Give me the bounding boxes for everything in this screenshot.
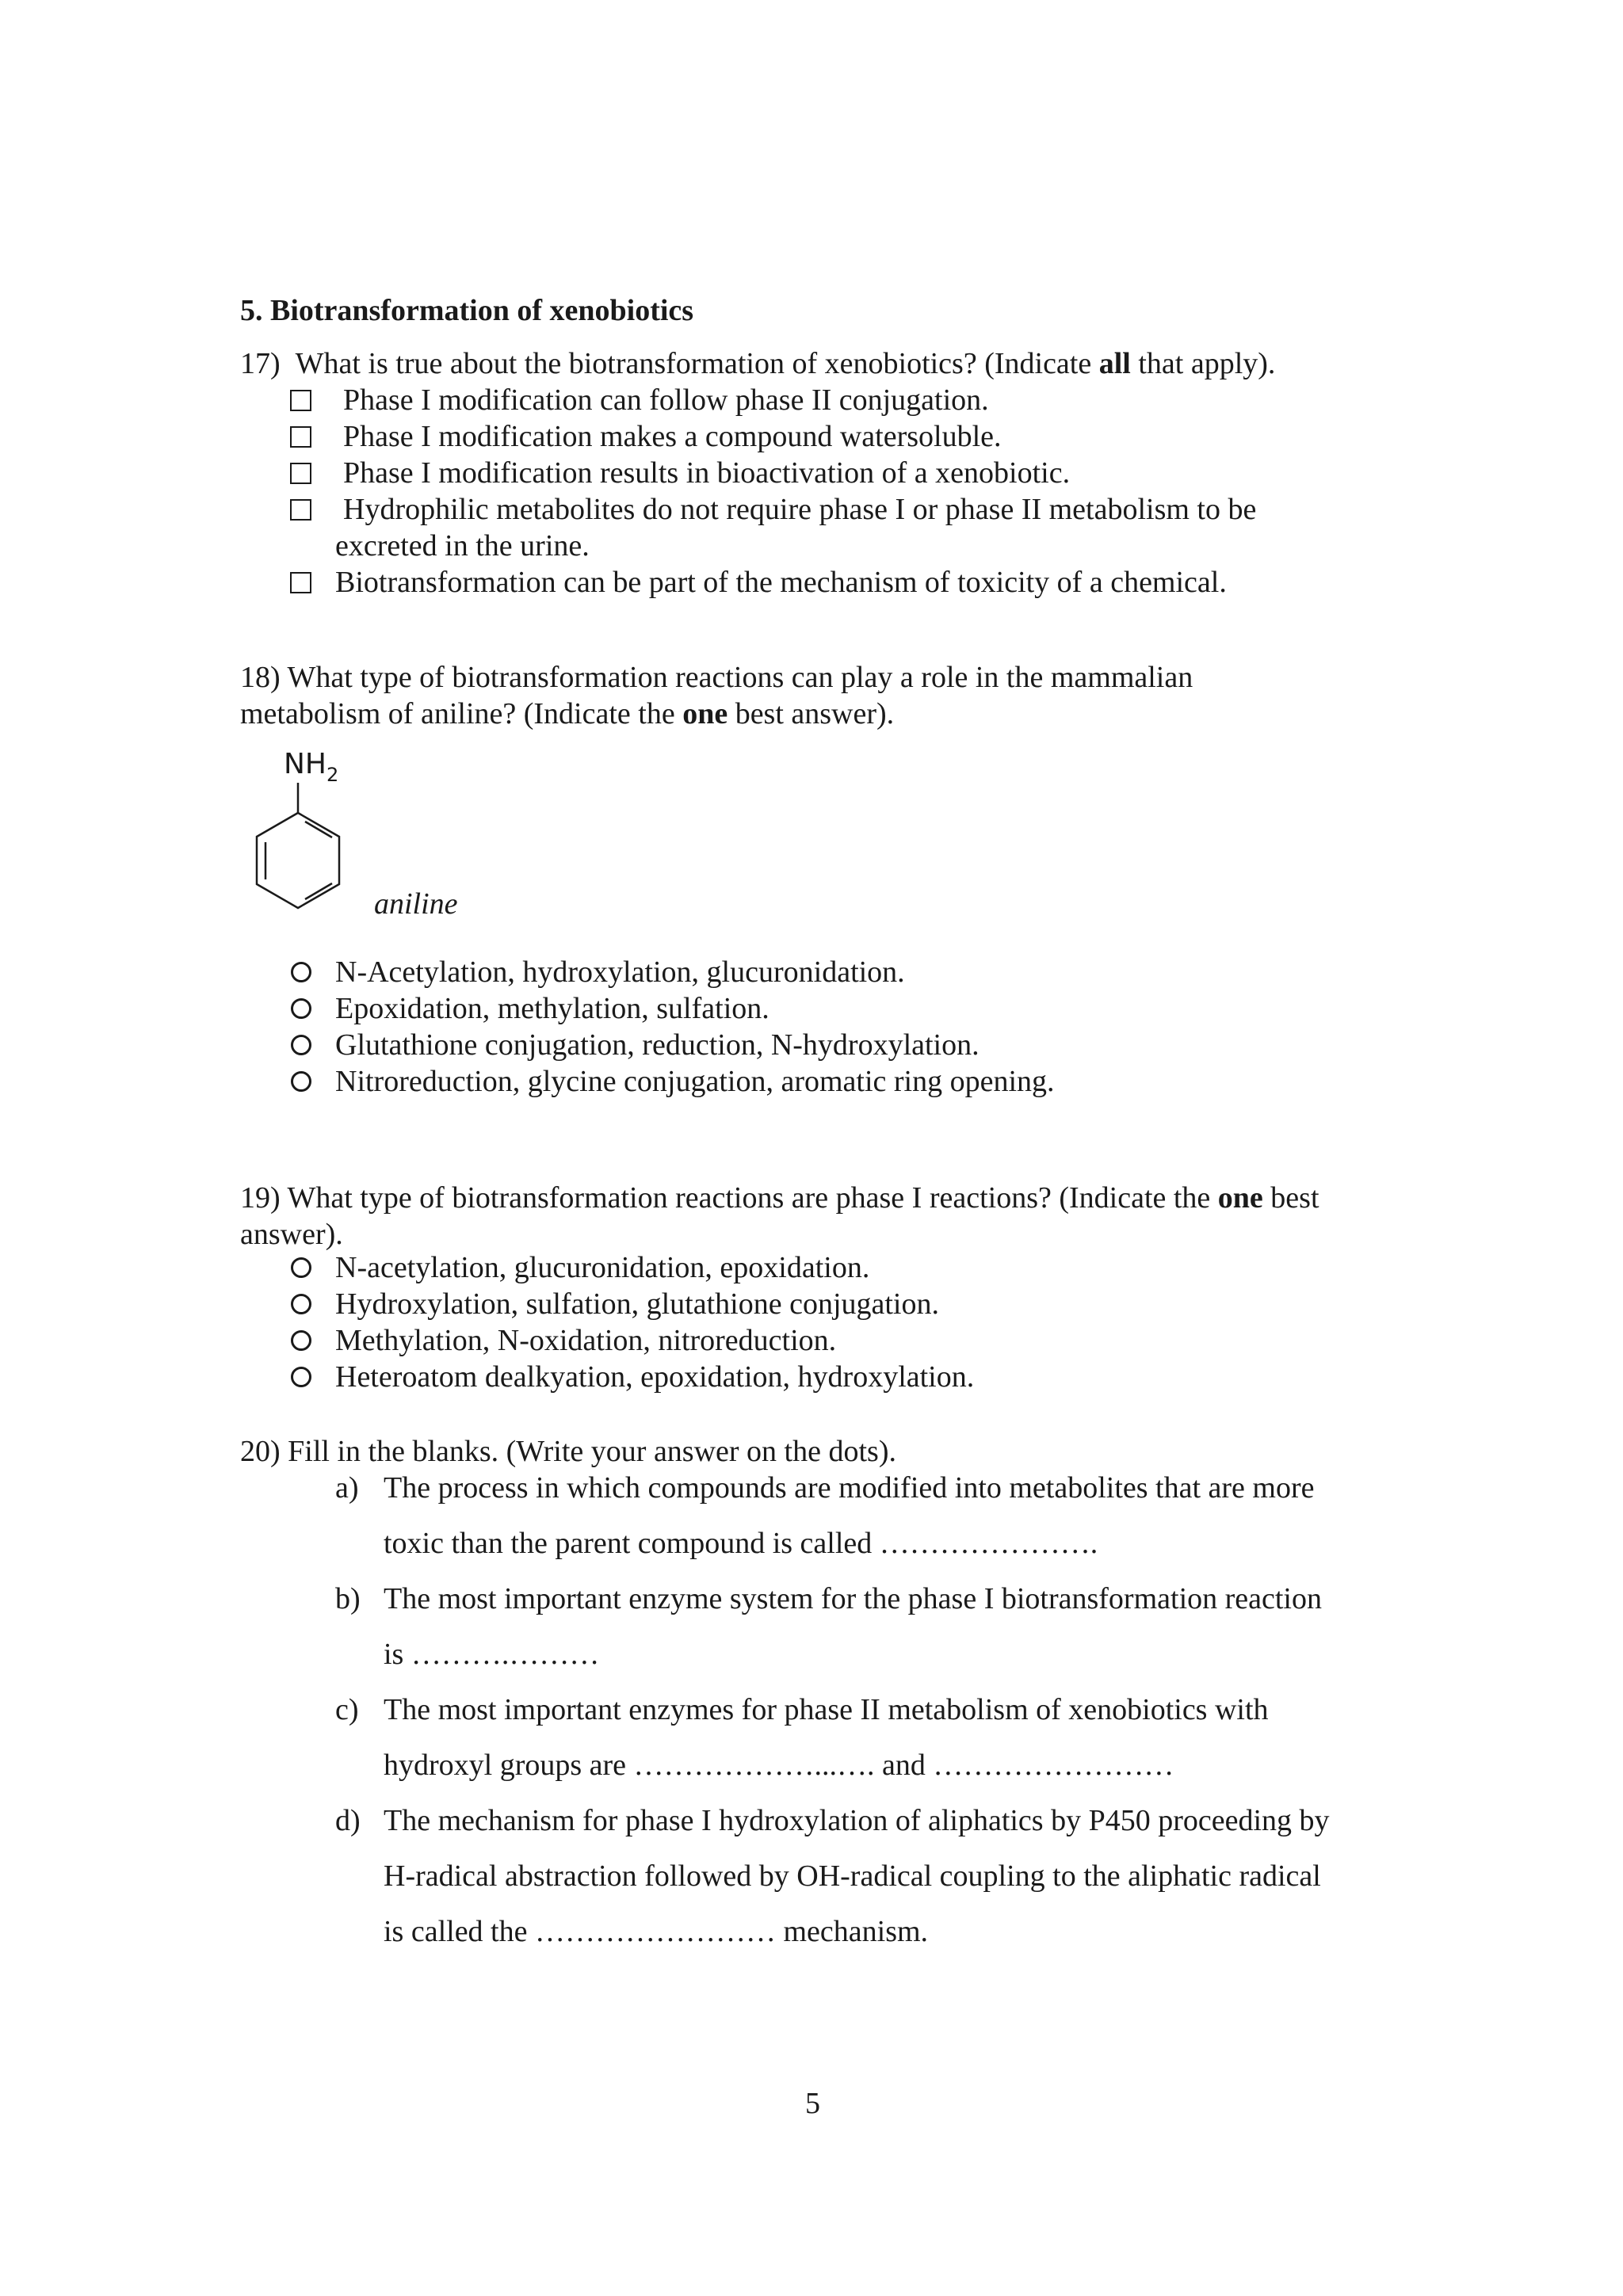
q17-option2-checkbox[interactable] [290,426,311,448]
q17-stem-before: What is true about the biotransformation of xenobiotics? (Indicate [295,347,1099,380]
q20-item-a-label: a) [335,1471,359,1505]
q17-option1-checkbox[interactable] [290,390,311,411]
q18-option2-label: Epoxidation, methylation, sulfation. [335,992,769,1025]
q17-number: 17) [240,347,281,380]
q17-option2-label: Phase I modification makes a compound watersoluble. [343,420,1002,453]
q19-stem-bold: one [1217,1181,1263,1215]
q19-option4-radio[interactable] [291,1367,311,1387]
q18-option4-radio[interactable] [291,1071,311,1092]
q20-item-d-line3[interactable]: is called the …………………… mechanism. [384,1915,929,1948]
q19-stem-after: best [1262,1181,1319,1215]
aniline-structure [238,737,396,911]
aniline-caption: aniline [374,887,458,921]
q17-option4-label: Hydrophilic metabolites do not require phase I or phase II metabolism to be [343,493,1257,526]
q17-option4-checkbox[interactable] [290,499,311,521]
q18-stem-bold: one [682,697,728,730]
q20-item-b-label: b) [335,1582,361,1615]
q19-option3-label: Methylation, N-oxidation, nitroreduction. [335,1324,837,1357]
benzene-ring [257,783,339,908]
q20-item-d-label: d) [335,1804,361,1837]
q17-option1-label: Phase I modification can follow phase II conjugation. [343,383,989,417]
q20-item-b-line2[interactable]: is ……….……… [384,1638,600,1671]
q18-option1-radio[interactable] [291,962,311,982]
q20-item-a-line1: The process in which compounds are modified into metabolites that are more [384,1471,1315,1505]
q20-item-c-line2[interactable]: hydroxyl groups are ………………...…. and …………………… [384,1749,1174,1782]
q18-stem-line1: 18) What type of biotransformation reactions can play a role in the mammalian [240,661,1193,694]
q19-option2-radio[interactable] [291,1294,311,1314]
q19-option2-label: Hydroxylation, sulfation, glutathione conjugation. [335,1287,939,1321]
q17-option5-label: Biotransformation can be part of the mechanism of toxicity of a chemical. [335,566,1227,599]
q20-item-a-line2[interactable]: toxic than the parent compound is called …………………. [384,1527,1098,1560]
q17-stem-bold: all [1098,347,1131,380]
q20-item-d-line2: H-radical abstraction followed by OH-radical coupling to the aliphatic radical [384,1859,1321,1893]
q18-option2-radio[interactable] [291,998,311,1019]
q17-stem-after: that apply). [1130,347,1276,380]
q18-option3-label: Glutathione conjugation, reduction, N-hydroxylation. [335,1028,980,1062]
q20-item-c-label: c) [335,1693,359,1726]
q17-option3-label: Phase I modification results in bioactivation of a xenobiotic. [343,456,1071,490]
q17-option3-checkbox[interactable] [290,463,311,484]
q19-stem-line1 [240,1180,1319,1216]
q17-option4-continuation: excreted in the urine. [335,529,590,563]
q20-item-b-line1: The most important enzyme system for the phase I biotransformation reaction [384,1582,1322,1615]
q19-option4-label: Heteroatom dealkyation, epoxidation, hydroxylation. [335,1360,975,1394]
q19-option1-label: N-acetylation, glucuronidation, epoxidation. [335,1251,870,1284]
q18-stem-after: best answer). [727,697,895,730]
q17-stem [240,345,1275,382]
q20-item-d-line1: The mechanism for phase I hydroxylation of aliphatics by P450 proceeding by [384,1804,1330,1837]
page-number: 5 [805,2087,820,2120]
q18-option4-label: Nitroreduction, glycine conjugation, aromatic ring opening. [335,1065,1055,1098]
q19-stem-line2: answer). [240,1218,343,1251]
q18-option1-label: N-Acetylation, hydroxylation, glucuronidation. [335,955,905,989]
q18-stem-line2 [240,696,894,732]
q20-item-c-line1: The most important enzymes for phase II metabolism of xenobiotics with [384,1693,1269,1726]
q20-stem: 20) Fill in the blanks. (Write your answer on the dots). [240,1435,896,1468]
q18-stem-before: metabolism of aniline? (Indicate the [240,697,683,730]
q18-option3-radio[interactable] [291,1035,311,1055]
section-title: 5. Biotransformation of xenobiotics [240,294,694,327]
q19-option1-radio[interactable] [291,1257,311,1278]
amine-group-label: $NH_2$ [284,748,339,786]
q17-option5-checkbox[interactable] [290,572,311,593]
q19-option3-radio[interactable] [291,1330,311,1351]
q19-stem-before: 19) What type of biotransformation reactions are phase I reactions? (Indicate the [240,1181,1218,1215]
